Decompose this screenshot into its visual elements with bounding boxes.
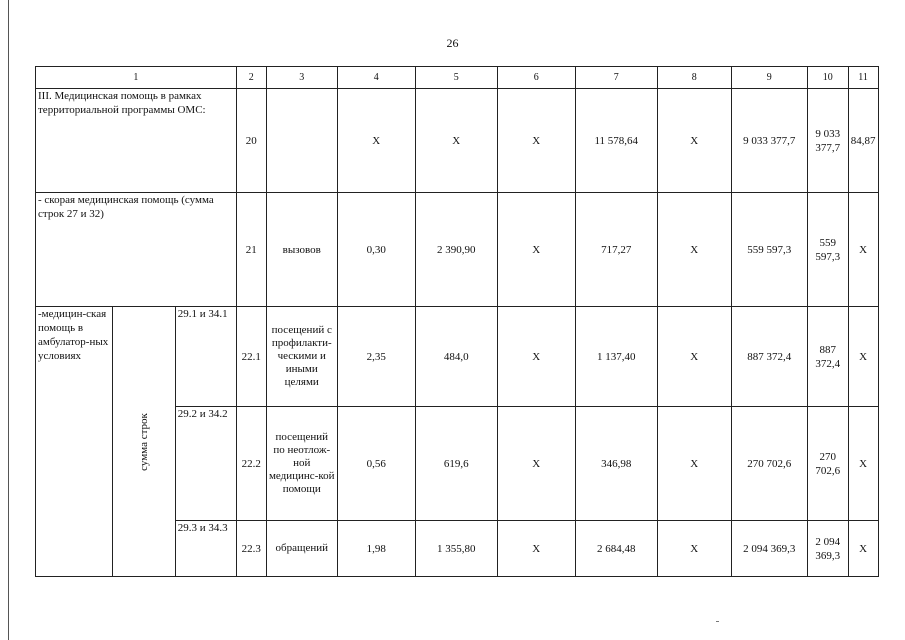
header-cell: 5 xyxy=(415,67,497,89)
header-cell: 1 xyxy=(36,67,237,89)
sum-rows-label: сумма строк xyxy=(137,412,150,471)
ref-cell: 29.3 и 34.3 xyxy=(175,521,236,577)
table-row xyxy=(36,307,879,407)
header-row xyxy=(36,67,879,89)
page-number: 26 xyxy=(446,36,459,50)
data-table xyxy=(35,66,879,577)
cell: X xyxy=(497,407,575,521)
cell: 717,27 xyxy=(575,193,657,307)
cell: X xyxy=(497,307,575,407)
unit-cell: посещений с профилакти-ческими и иными целями xyxy=(266,307,337,407)
header-cell: 3 xyxy=(266,67,337,89)
cell: 484,0 xyxy=(415,307,497,407)
unit-cell: обращений xyxy=(266,521,337,577)
cell: 2 094 369,3 xyxy=(731,521,807,577)
cell: 2 094 369,3 xyxy=(807,521,848,577)
cell: X xyxy=(657,407,731,521)
cell: 619,6 xyxy=(415,407,497,521)
cell: X xyxy=(848,407,878,521)
cell: 9 033 377,7 xyxy=(731,89,807,193)
cell: X xyxy=(848,193,878,307)
cell: 84,87 xyxy=(848,89,878,193)
cell: 270 702,6 xyxy=(731,407,807,521)
cell: 559 597,3 xyxy=(731,193,807,307)
cell: 9 033 377,7 xyxy=(807,89,848,193)
ref-cell: 29.1 и 34.1 xyxy=(175,307,236,407)
cell: 1,98 xyxy=(337,521,415,577)
cell: 22.1 xyxy=(236,307,266,407)
cell: X xyxy=(497,193,575,307)
cell: 11 578,64 xyxy=(575,89,657,193)
cell: 1 355,80 xyxy=(415,521,497,577)
cell: X xyxy=(848,521,878,577)
cell: 2 390,90 xyxy=(415,193,497,307)
cell: X xyxy=(415,89,497,193)
cell: 270 702,6 xyxy=(807,407,848,521)
cell: X xyxy=(497,89,575,193)
cell: вызовов xyxy=(266,193,337,307)
header-cell: 6 xyxy=(497,67,575,89)
cell: 21 xyxy=(236,193,266,307)
cell xyxy=(266,89,337,193)
cell: 2 684,48 xyxy=(575,521,657,577)
cell: 2,35 xyxy=(337,307,415,407)
table-row xyxy=(36,193,879,307)
cell: 0,56 xyxy=(337,407,415,521)
ref-cell: 29.2 и 34.2 xyxy=(175,407,236,521)
header-cell: 11 xyxy=(848,67,878,89)
unit-cell: посещений по неотлож-ной медицинс-кой помощи xyxy=(266,407,337,521)
cell: X xyxy=(497,521,575,577)
sum-rows-label-cell xyxy=(113,307,176,577)
cell: 887 372,4 xyxy=(731,307,807,407)
cell: X xyxy=(848,307,878,407)
cell: X xyxy=(657,521,731,577)
cell: 559 597,3 xyxy=(807,193,848,307)
cell: 0,30 xyxy=(337,193,415,307)
cell: X xyxy=(657,193,731,307)
cell: 20 xyxy=(236,89,266,193)
header-cell: 10 xyxy=(807,67,848,89)
header-cell: 8 xyxy=(657,67,731,89)
row-label: -медицин-ская помощь в амбулатор-ных условиях xyxy=(36,307,113,577)
cell: X xyxy=(657,89,731,193)
row-label: - скорая медицинская помощь (сумма строк 27 и 32) xyxy=(36,193,237,307)
cell: 1 137,40 xyxy=(575,307,657,407)
header-cell: 4 xyxy=(337,67,415,89)
scan-speck xyxy=(716,621,719,622)
header-cell: 2 xyxy=(236,67,266,89)
cell: X xyxy=(657,307,731,407)
header-cell: 9 xyxy=(731,67,807,89)
row-label: III. Медицинская помощь в рамках территориальной программы ОМС: xyxy=(36,89,237,193)
cell: X xyxy=(337,89,415,193)
header-cell: 7 xyxy=(575,67,657,89)
scan-edge-line xyxy=(8,0,9,640)
cell: 887 372,4 xyxy=(807,307,848,407)
cell: 22.2 xyxy=(236,407,266,521)
cell: 346,98 xyxy=(575,407,657,521)
table-row xyxy=(36,89,879,193)
cell: 22.3 xyxy=(236,521,266,577)
